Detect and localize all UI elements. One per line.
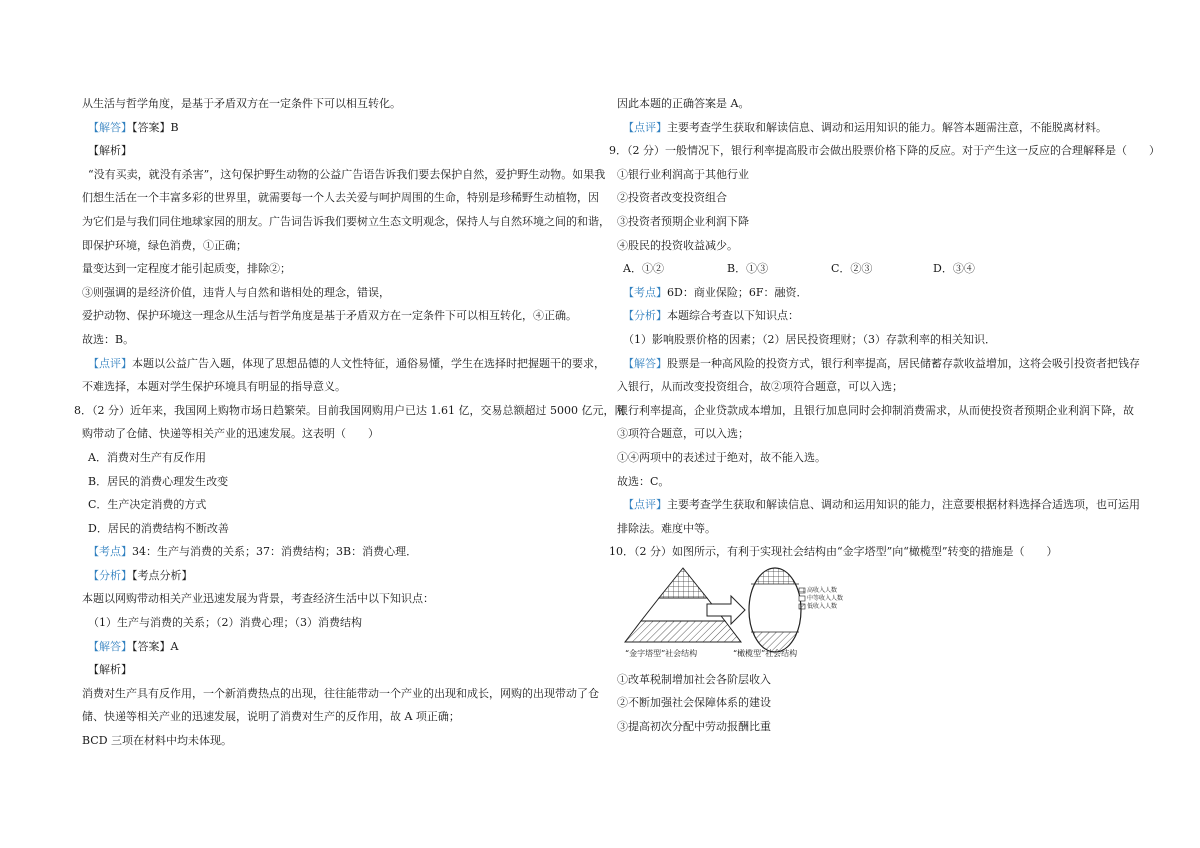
- answer-text: 股票是一种高风险的投资方式，银行利率提高，居民储蓄存款收益增加，这将会吸引投资者把钱存: [667, 356, 1140, 370]
- knowledge-text: 6D：商业保险；6F：融资．: [667, 285, 808, 299]
- text-line: 故选：C。: [617, 474, 670, 488]
- comment-line: [617, 493, 1140, 517]
- text-line: 们想生活在一个丰富多彩的世界里，就需要每一个人去关爱与呵护周围的生命，特别是珍稀野生动植物，因: [82, 191, 599, 205]
- comment-text: 主要考查学生获取和解读信息、调动和运用知识的能力。解答本题需注意，不能脱离材料。: [667, 120, 1107, 134]
- social-structure-figure: [623, 566, 923, 688]
- option-a: A．消费对生产有反作用: [88, 450, 206, 464]
- legend-low-income: 低收入人数: [807, 602, 838, 610]
- pyramid-caption: “金字塔型”社会结构: [625, 648, 698, 658]
- analysis-heading: 【解析】: [88, 663, 132, 677]
- question-10-stem: 10．（2 分）如图所示，有利于实现社会结构由“金字塔型”向“橄榄型”转变的措施是（ ）: [609, 545, 1058, 559]
- text-line: 即保护环境，绿色消费，①正确；: [82, 238, 247, 252]
- text-line: 消费对生产具有反作用，一个新消费热点的出现，往往能带动一个产业的出现和成长，网购的出现带动了仓: [82, 686, 599, 700]
- text-line: 从生活与哲学角度，是基于矛盾双方在一定条件下可以相互转化。: [82, 97, 401, 110]
- answer-text: 【答案】B: [132, 120, 179, 134]
- statement-3: ③投资者预期企业利润下降: [617, 214, 749, 228]
- text-line: （1）生产与消费的关系；（2）消费心理；（3）消费结构: [88, 616, 362, 630]
- text-line: ①④两项中的表述过于绝对，故不能入选。: [617, 450, 826, 464]
- knowledge-point-line: [617, 281, 1129, 305]
- question-8-stem: 8．（2 分）近年来，我国网上购物市场日趋繁荣。目前我国网购用户已达 1.61 亿，交易总额超过 5000 亿元，网: [74, 403, 626, 417]
- comment-tag: 【点评】: [623, 498, 667, 512]
- comment-line: [617, 116, 1129, 140]
- legend-middle-income: 中等收入人数: [807, 594, 844, 602]
- knowledge-text: 34：生产与消费的关系；37：消费结构；3B：消费心理．: [132, 545, 418, 559]
- answer-tag: 【解答】: [623, 356, 667, 370]
- text-line: ③则强调的是经济价值，违背人与自然和谐相处的理念，错误，: [82, 285, 390, 299]
- option-d: D．③④: [933, 262, 975, 276]
- comment-tag: 【点评】: [623, 120, 667, 134]
- knowledge-point-line: [82, 540, 540, 564]
- text-line: ③项符合题意，可以入选；: [617, 427, 749, 441]
- text-line: 储、快递等相关产业的迅速发展，说明了消费对生产的反作用，故 A 项正确；: [82, 710, 460, 724]
- option-c: C．②③: [831, 262, 873, 276]
- answer-text: 【答案】A: [132, 639, 179, 653]
- text-line: 故选：B。: [82, 332, 135, 346]
- left-column: [74, 92, 626, 753]
- text-line: “没有买卖，就没有杀害”，这句保护野生动物的公益广告语告诉我们要去保护自然，爱护野生动物。如果我: [88, 167, 606, 181]
- legend-high-income: 高收入人数: [807, 586, 838, 594]
- measure-2: ②不断加强社会保障体系的建设: [617, 696, 771, 710]
- knowledge-tag: 【考点】: [88, 545, 132, 559]
- right-column: [609, 92, 1160, 739]
- answer-line: [82, 116, 540, 140]
- statement-1: ①银行业利润高于其他行业: [617, 167, 749, 181]
- comment-tag: 【点评】: [88, 356, 132, 370]
- text-line: 量变达到一定程度才能引起质变，排除②；: [82, 262, 291, 276]
- analysis-tag: 【分析】: [88, 568, 132, 582]
- option-a: A．①②: [623, 262, 664, 276]
- comment-text: 主要考查学生获取和解读信息、调动和运用知识的能力，注意要根据材料选择合适选项，也可运用: [667, 498, 1140, 512]
- analysis-line: [617, 304, 1129, 328]
- question-9-stem: 9．（2 分）一般情况下，银行利率提高股市会做出股票价格下降的反应。对于产生这一反应的合理解释是（ ）: [609, 144, 1160, 158]
- measure-3: ③提高初次分配中劳动报酬比重: [617, 720, 771, 734]
- text-line: 因此本题的正确答案是 A。: [617, 97, 750, 110]
- text-line: 本题以网购带动相关产业迅速发展为背景，考查经济生活中以下知识点：: [82, 592, 434, 606]
- answer-line: [617, 352, 1140, 376]
- statement-4: ④股民的投资收益减少。: [617, 238, 738, 252]
- comment-text: 本题以公益广告入题，体现了思想品德的人文性特征，通俗易懂，学生在选择时把握题干的要求，: [132, 356, 605, 370]
- legend-swatches: [799, 588, 805, 609]
- text-line: 排除法。难度中等。: [617, 521, 716, 535]
- option-b: B．居民的消费心理发生改变: [88, 474, 229, 488]
- answer-line: [82, 635, 540, 659]
- analysis-text: 本题综合考查以下知识点：: [667, 309, 799, 323]
- answer-tag: 【解答】: [88, 639, 132, 653]
- options-row: [617, 257, 1129, 281]
- text-line: （1）影响股票价格的因素；（2）居民投资理财；（3）存款利率的相关知识．: [623, 332, 996, 346]
- text-line: BCD 三项在材料中均未体现。: [82, 734, 233, 748]
- text-line: 银行利率提高，企业贷款成本增加，且银行加息同时会抑制消费需求，从而使投资者预期企业利润下降，故: [617, 403, 1134, 417]
- analysis-tag: 【分析】: [623, 309, 667, 323]
- measure-1: ①改革税制增加社会各阶层收入: [617, 672, 771, 686]
- option-b: B．①③: [727, 262, 769, 276]
- analysis-line: [82, 564, 540, 588]
- olive-shape: [743, 566, 807, 656]
- option-d: D．居民的消费结构不断改善: [88, 521, 229, 535]
- statement-2: ②投资者改变投资组合: [617, 191, 727, 205]
- knowledge-tag: 【考点】: [623, 285, 667, 299]
- olive-caption: “橄榄型”社会结构: [733, 648, 798, 658]
- text-line: 爱护动物、保护环境这一理念从生活与哲学角度是基于矛盾双方在一定条件下可以相互转化，④正确。: [82, 309, 577, 323]
- analysis-heading: 【解析】: [88, 144, 132, 158]
- option-c: C．生产决定消费的方式: [88, 498, 207, 512]
- comment-line: [82, 352, 605, 376]
- text-line: 入银行，从而改变投资组合，故②项符合题意，可以入选；: [617, 380, 903, 394]
- analysis-text: 【考点分析】: [132, 568, 193, 582]
- text-line: 为它们是与我们同住地球家园的朋友。广告词告诉我们要树立生态文明观念，保持人与自然环境之间的和谐，: [82, 214, 610, 228]
- text-line: 不难选择，本题对学生保护环境具有明显的指导意义。: [82, 380, 346, 394]
- answer-tag: 【解答】: [88, 120, 132, 134]
- question-8-stem-cont: 购带动了仓储、快递等相关产业的迅速发展。这表明（ ）: [82, 427, 379, 441]
